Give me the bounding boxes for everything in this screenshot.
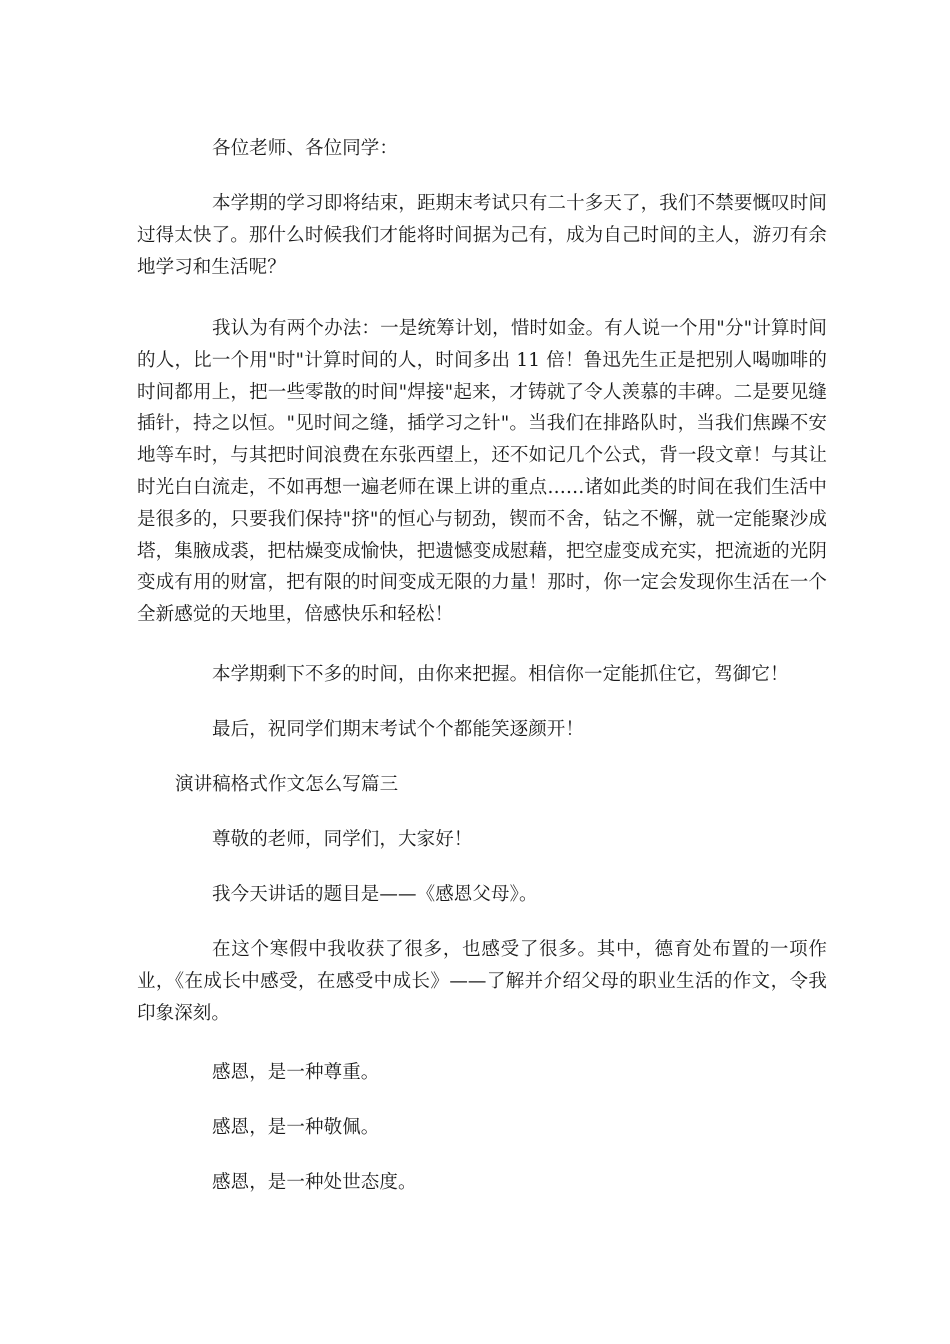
body-paragraph: 感恩，是一种尊重。 [212,1062,380,1083]
body-paragraph: 最后，祝同学们期末考试个个都能笑逐颜开！ [212,719,585,740]
body-paragraph: 本学期剩下不多的时间，由你来把握。相信你一定能抓住它，驾御它！ [212,664,789,685]
body-paragraph: 我今天讲话的题目是——《感恩父母》。 [212,884,538,905]
body-paragraph: 本学期的学习即将结束，距期末考试只有二十多天了，我们不禁要慨叹时间过得太快了。那什么时候我们才能将时间据为己有，成为自己时间的主人，游刃有余地学习和生活呢？ [137,193,827,278]
body-paragraph: 感恩，是一种处世态度。 [212,1172,417,1193]
greeting-paragraph: 各位老师、各位同学： [212,138,399,159]
section-heading: 演讲稿格式作文怎么写篇三 [175,774,399,795]
body-paragraph: 我认为有两个办法：一是统筹计划，惜时如金。有人说一个用"分"计算时间的人，比一个用"时"计算时间的人，时间多出 11 倍！鲁迅先生正是把别人喝咖啡的时间都用上，把一些零散的时间"焊接"起来，才铸就了令人羡慕的丰碑。二是要见缝插针，持之以恒。"见时间之缝，插学习之针"。当我们在排路队时，当我们焦躁不安地等车时，与其把时间浪费在东张西望上，还不如记几个公式，背一段文章！与其让时光白白流走，不如再想一遍老师在课上讲的重点……诸如此类的时间在我们生活中是很多的，只要我们保持"挤"的恒心与韧劲，锲而不舍，钻之不懈，就一定能聚沙成塔，集腋成裘，把枯燥变成愉快，把遗憾变成慰藉，把空虚变成充实，把流逝的光阴变成有用的财富，把有限的时间变成无限的力量！那时，你一定会发现你生活在一个全新感觉的天地里，倍感快乐和轻松！ [137,318,827,626]
body-paragraph: 在这个寒假中我收获了很多，也感受了很多。其中，德育处布置的一项作业，《在成长中感受，在感受中成长》——了解并介绍父母的职业生活的作文，令我印象深刻。 [137,939,827,1024]
greeting-paragraph: 尊敬的老师，同学们，大家好！ [212,829,473,850]
body-paragraph: 感恩，是一种敬佩。 [212,1117,380,1138]
